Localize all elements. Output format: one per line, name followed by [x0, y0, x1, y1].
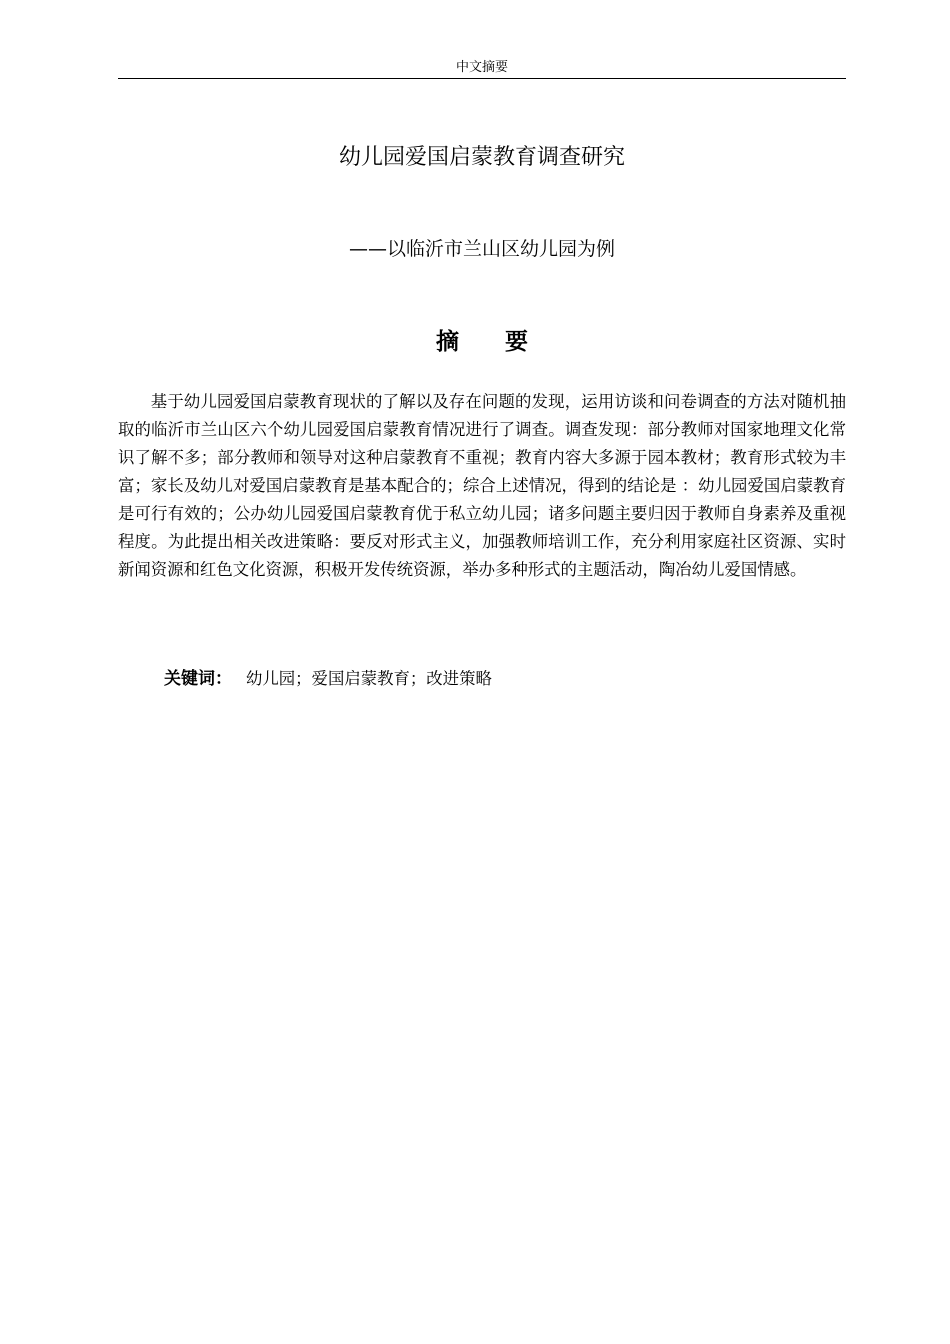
abstract-heading-char-2: 要	[505, 329, 528, 355]
keywords-value: 幼儿园；爱国启蒙教育；改进策略	[246, 669, 492, 688]
keywords-label: 关键词：	[164, 669, 232, 689]
keywords-line	[164, 665, 846, 693]
abstract-body: 基于幼儿园爱国启蒙教育现状的了解以及存在问题的发现，运用访谈和问卷调查的方法对随机抽取的临沂市兰山区六个幼儿园爱国启蒙教育情况进行了调查。调查发现：部分教师对国家地理文化常识了解不多；部分教师和领导对这种启蒙教育不重视；教育内容大多源于园本教材；教育形式较为丰富；家长及幼儿对爱国启蒙教育是基本配合的；综合上述情况，得到的结论是 ：幼儿园爱国启蒙教育是可行有效的；公办幼儿园爱国启蒙教育优于私立幼儿园；诸多问题主要归因于教师自身素养及重视程度。为此提出相关改进策略：要反对形式主义，加强教师培训工作，充分利用家庭社区资源、实时新闻资源和红色文化资源，积极开发传统资源，举办多种形式的主题活动，陶冶幼儿爱国情感。	[118, 392, 846, 579]
abstract-heading-char-1: 摘	[436, 329, 459, 355]
running-header	[118, 58, 846, 79]
running-header-title: 中文摘要	[455, 59, 508, 74]
document-subtitle: ——以临沂市兰山区幼儿园为例	[348, 238, 615, 260]
document-title: 幼儿园爱国启蒙教育调查研究	[338, 145, 625, 170]
abstract-heading	[118, 325, 846, 359]
